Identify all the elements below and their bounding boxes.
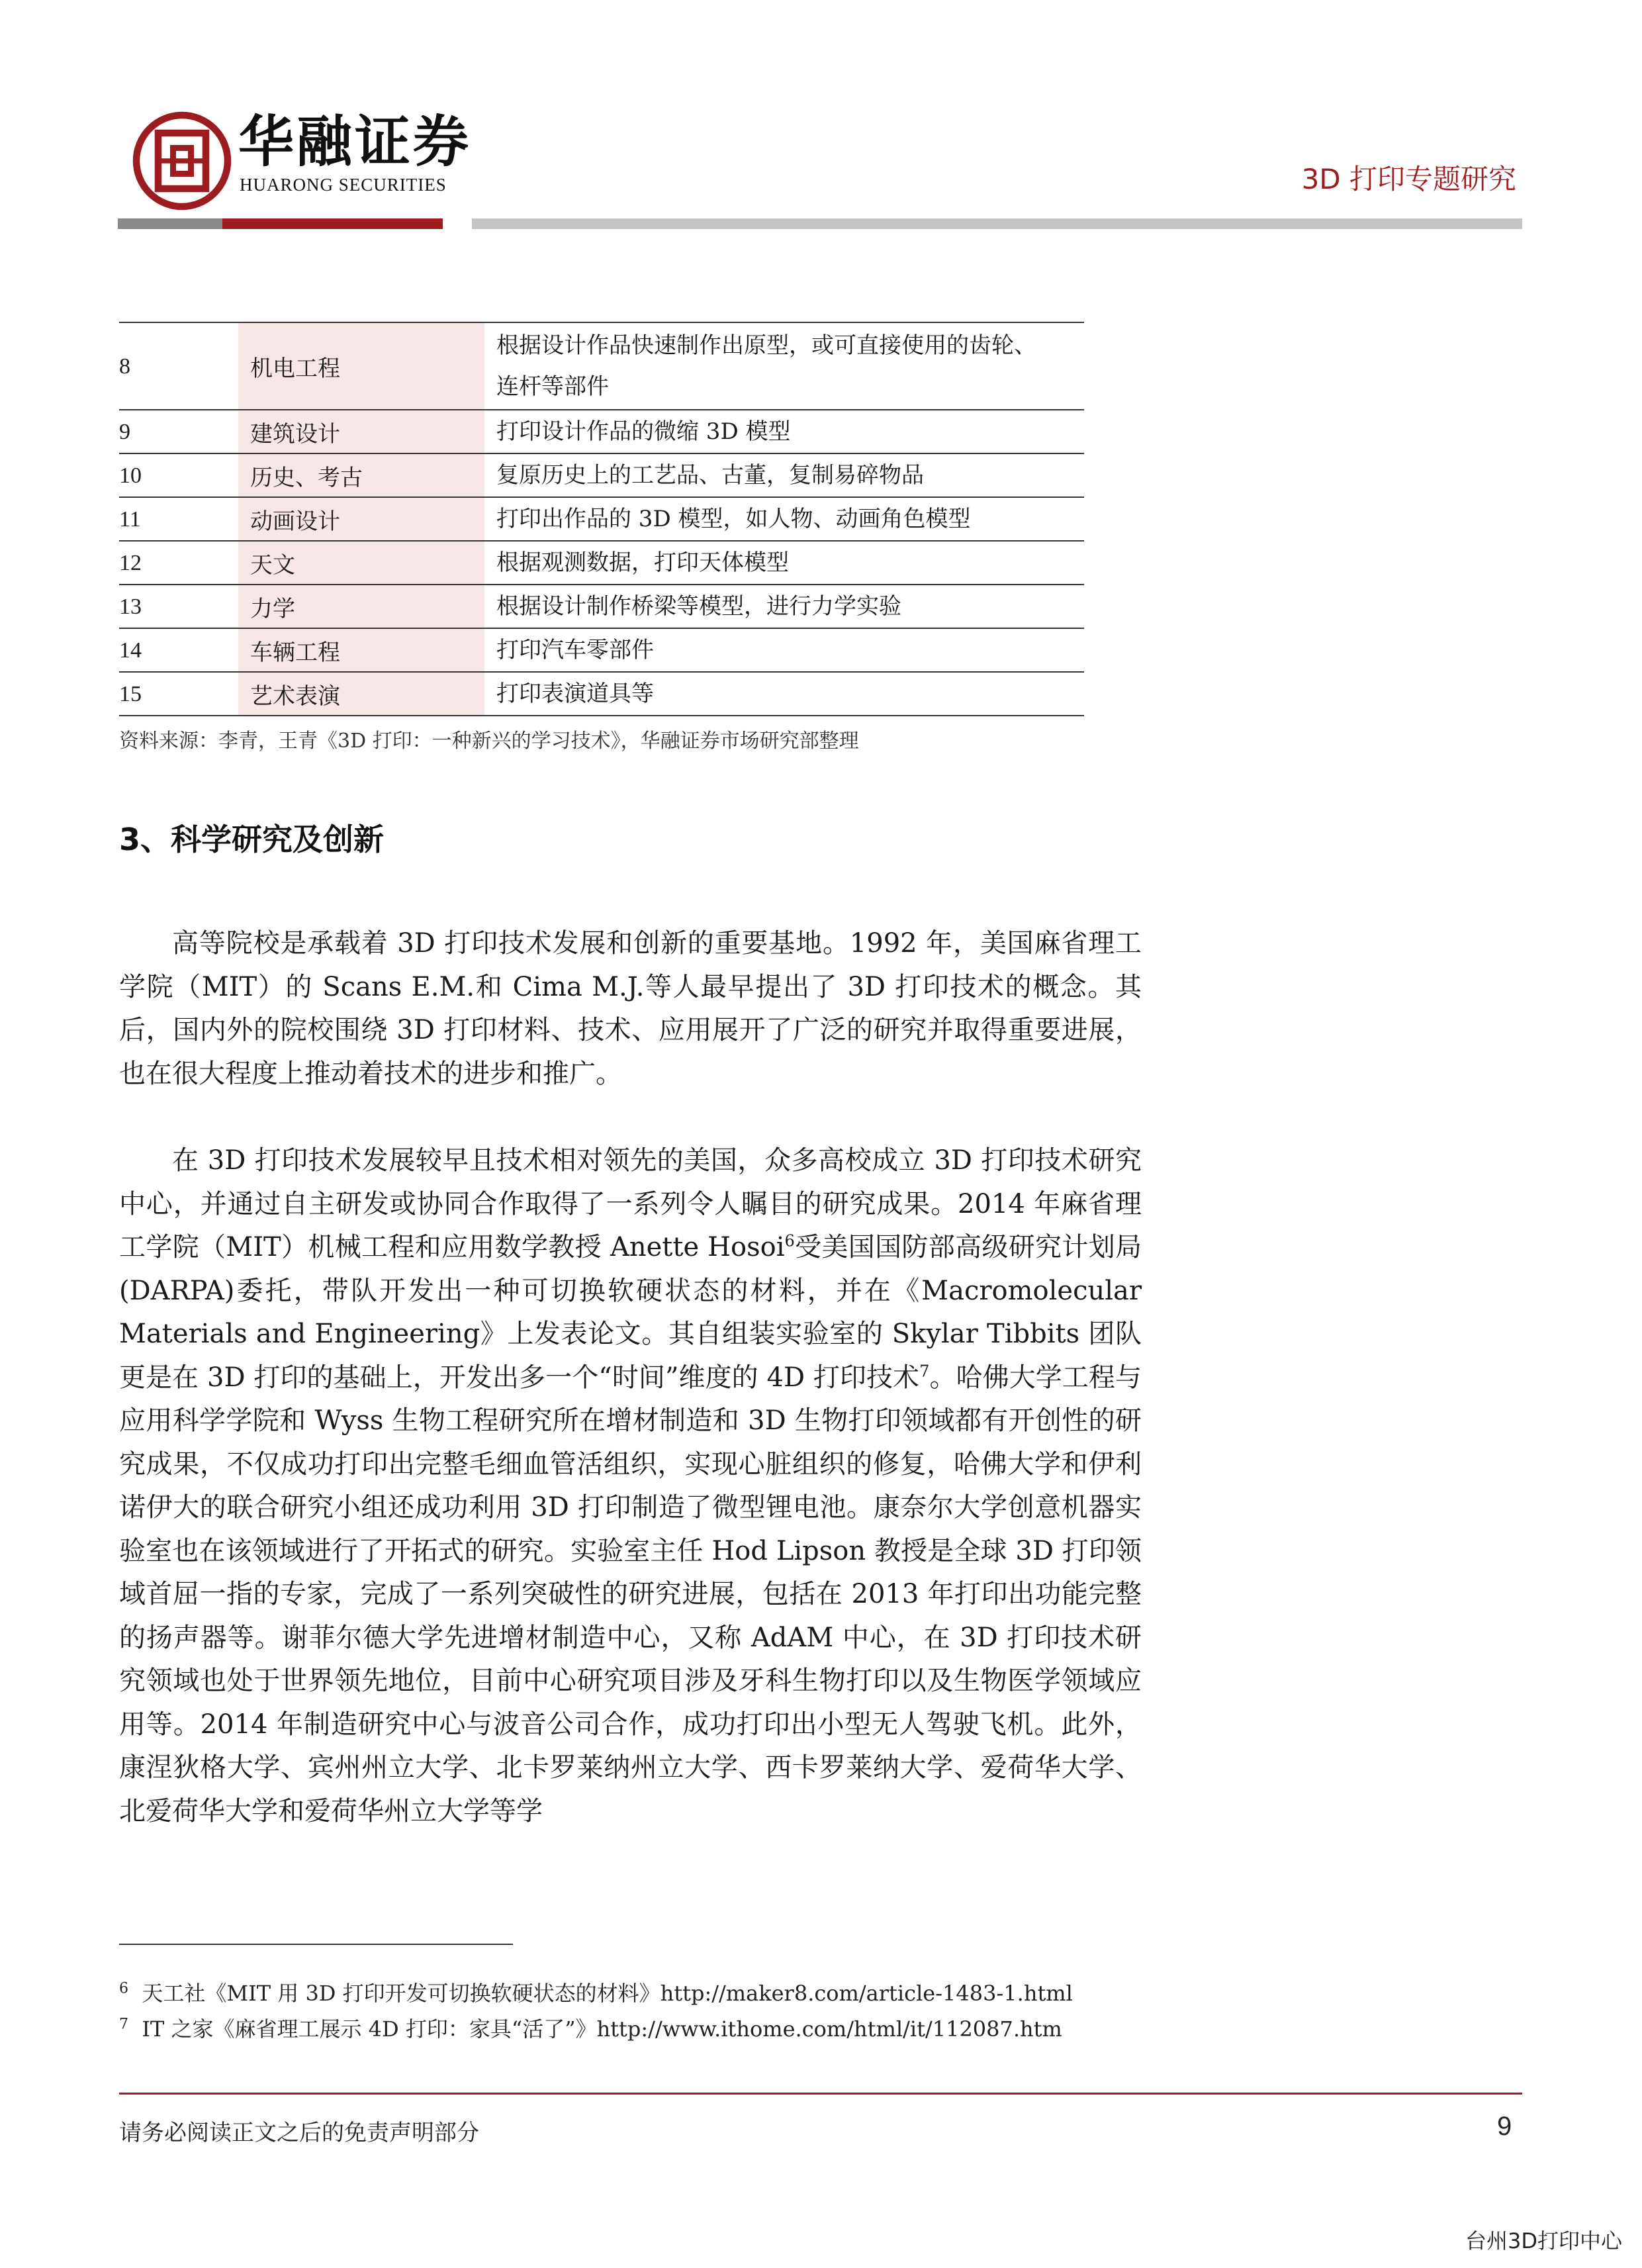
row-subject: 力学 [238, 585, 484, 628]
footnote-6 [119, 1977, 1073, 2007]
footnote-ref-6[interactable]: 6 [784, 1231, 795, 1251]
table-row [119, 410, 1084, 453]
huarong-logo-icon [132, 111, 232, 211]
footnote-divider [119, 1944, 513, 1945]
header-bar-grey-right [472, 218, 1522, 229]
row-subject: 建筑设计 [238, 410, 484, 453]
footnote-mark: 6 [119, 1980, 128, 1997]
footnote-text: 天工社《MIT 用 3D 打印开发可切换软硬状态的材料》http://maker8.com/article-1483-1.html [142, 1981, 1073, 2006]
paragraph-1: 高等院校是承载着 3D 打印技术发展和创新的重要基地。1992 年，美国麻省理工学院（MIT）的 Scans E.M.和 Cima M.J.等人最早提出了 3D 打印技术的概念。其后，国内外的院校围绕 3D 打印材料、技术、应用展开了广泛的研究并取得重要进展，也在很大程度上推动着技术的进步和推广。 [119, 928, 1142, 1089]
row-number: 8 [119, 354, 130, 379]
table-row [119, 497, 1084, 541]
row-number: 9 [119, 420, 130, 444]
row-number: 13 [119, 594, 142, 619]
row-subject: 机电工程 [238, 322, 484, 410]
table-row [119, 628, 1084, 672]
row-description: 复原历史上的工艺品、古董，复制易碎物品 [484, 453, 1084, 497]
row-description: 根据设计制作桥梁等模型，进行力学实验 [484, 585, 1084, 628]
footnote-mark: 7 [119, 2016, 128, 2033]
row-description: 打印设计作品的微缩 3D 模型 [484, 410, 1084, 453]
row-description: 打印出作品的 3D 模型，如人物、动画角色模型 [484, 497, 1084, 541]
row-description-cont: 连杆等部件 [496, 373, 609, 400]
page-number: 9 [1497, 2112, 1512, 2141]
footer-divider [119, 2093, 1522, 2095]
row-number: 14 [119, 638, 142, 663]
row-description: 打印表演道具等 [484, 672, 1084, 716]
table-row [119, 322, 1084, 410]
paragraph-2-text: 在 3D 打印技术发展较早且技术相对领先的美国，众多高校成立 3D 打印技术研究中心，并通过自主研发或协同合作取得了一系列令人瞩目的研究成果。2014 年麻省理工学院（MIT）机械工程和应用数学教授 Anette Hosoi [119, 1145, 1142, 1262]
watermark: 台州3D打印中心 [1465, 2228, 1622, 2253]
applications-table [119, 322, 1084, 716]
table-row [119, 541, 1084, 585]
row-number: 12 [119, 551, 142, 575]
row-description: 根据设计作品快速制作出原型，或可直接使用的齿轮、 [496, 332, 1036, 359]
paragraph-2-text: 受美国国防部高级研究计划局(DARPA)委托，带队开发出一种可切换软硬状态的材料，并在《Macromolecular Materials and Engineering》上发表论文。其自组装实验室的 Skylar Tibbits 团队更是在 3D 打印的基础上，开发出多一个“时间”维度的 4D 打印技术 [119, 1232, 1142, 1393]
brand-name-en: HUARONG SECURITIES [240, 175, 447, 195]
header-bar-grey-left [118, 218, 222, 229]
footnote-ref-7[interactable]: 7 [919, 1362, 930, 1381]
row-subject: 艺术表演 [238, 672, 484, 716]
table-row [119, 672, 1084, 716]
row-description: 根据观测数据，打印天体模型 [484, 541, 1084, 585]
paragraph-2 [119, 1139, 1142, 1833]
row-number: 11 [119, 507, 141, 532]
footnote-7 [119, 2012, 1062, 2043]
table-source-note: 资料来源：李青，王青《3D 打印：一种新兴的学习技术》，华融证券市场研究部整理 [119, 730, 859, 753]
footnote-text: IT 之家《麻省理工展示 4D 打印：家具“活了”》http://www.ithome.com/html/it/112087.htm [142, 2016, 1062, 2042]
row-subject: 历史、考古 [238, 453, 484, 497]
row-description: 打印汽车零部件 [484, 628, 1084, 672]
brand-name-cn: 华融证券 [238, 109, 472, 174]
row-number: 10 [119, 463, 142, 488]
table-row [119, 585, 1084, 628]
row-subject: 天文 [238, 541, 484, 585]
table-row [119, 453, 1084, 497]
section-heading: 3、科学研究及创新 [119, 822, 385, 857]
row-number: 15 [119, 682, 142, 706]
row-subject: 动画设计 [238, 497, 484, 541]
row-subject: 车辆工程 [238, 628, 484, 672]
report-title: 3D 打印专题研究 [1301, 163, 1516, 195]
header-bar-red [222, 218, 443, 229]
footer-disclaimer: 请务必阅读正文之后的免责声明部分 [119, 2120, 479, 2146]
paragraph-2-text: 。哈佛大学工程与应用科学学院和 Wyss 生物工程研究所在增材制造和 3D 生物打印领域都有开创性的研究成果，不仅成功打印出完整毛细血管活组织，实现心脏组织的修复，哈佛大学和伊利诺伊大的联合研究小组还成功利用 3D 打印制造了微型锂电池。康奈尔大学创意机器实验室也在该领域进行了开拓式的研究。实验室主任 Hod Lipson 教授是全球 3D 打印领域首屈一指的专家，完成了一系列突破性的研究进展，包括在 2013 年打印出功能完整的扬声器等。谢菲尔德大学先进增材制造中心，又称 AdAM 中心，在 3D 打印技术研究领域也处于世界领先地位，目前中心研究项目涉及牙科生物打印以及生物医学领域应用等。2014 年制造研究中心与波音公司合作，成功打印出小型无人驾驶飞机。此外，康涅狄格大学、宾州州立大学、北卡罗莱纳州立大学、西卡罗莱纳大学、爱荷华大学、北爱荷华大学和爱荷华州立大学等学 [119, 1362, 1142, 1826]
